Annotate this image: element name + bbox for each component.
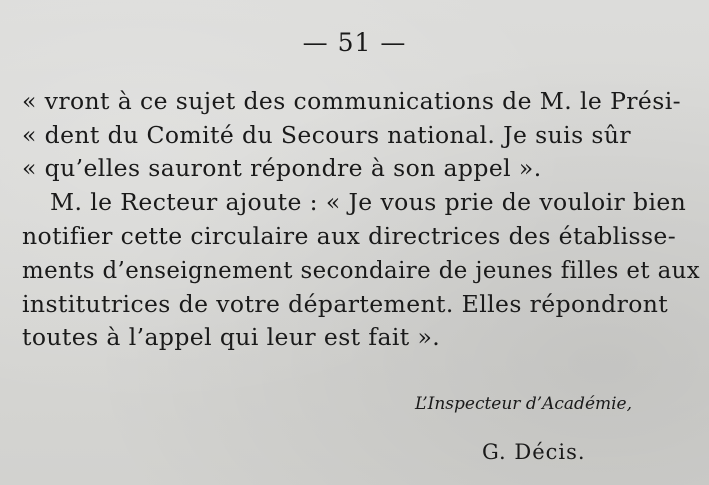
body-line: notifier cette circulaire aux directrices des établisse-	[22, 222, 677, 250]
body-line: « vront à ce sujet des communications de M. le Prési-	[22, 87, 681, 115]
signature-title: L’Inspecteur d’Académie,	[415, 394, 633, 414]
body-line: ments d’enseignement secondaire de jeunes filles et aux	[22, 256, 701, 284]
body-line: institutrices de votre département. Elles répondront	[22, 290, 669, 318]
page-number: — 51 —	[302, 28, 407, 57]
body-line: toutes à l’appel qui leur est fait ».	[22, 323, 441, 351]
body-line: M. le Recteur ajoute : « Je vous prie de vouloir bien	[50, 188, 687, 216]
signature-name: G. Décis.	[482, 440, 586, 464]
body-line: « dent du Comité du Secours national. Je suis sûr	[22, 121, 632, 149]
body-line: « qu’elles sauront répondre à son appel ».	[22, 154, 542, 182]
